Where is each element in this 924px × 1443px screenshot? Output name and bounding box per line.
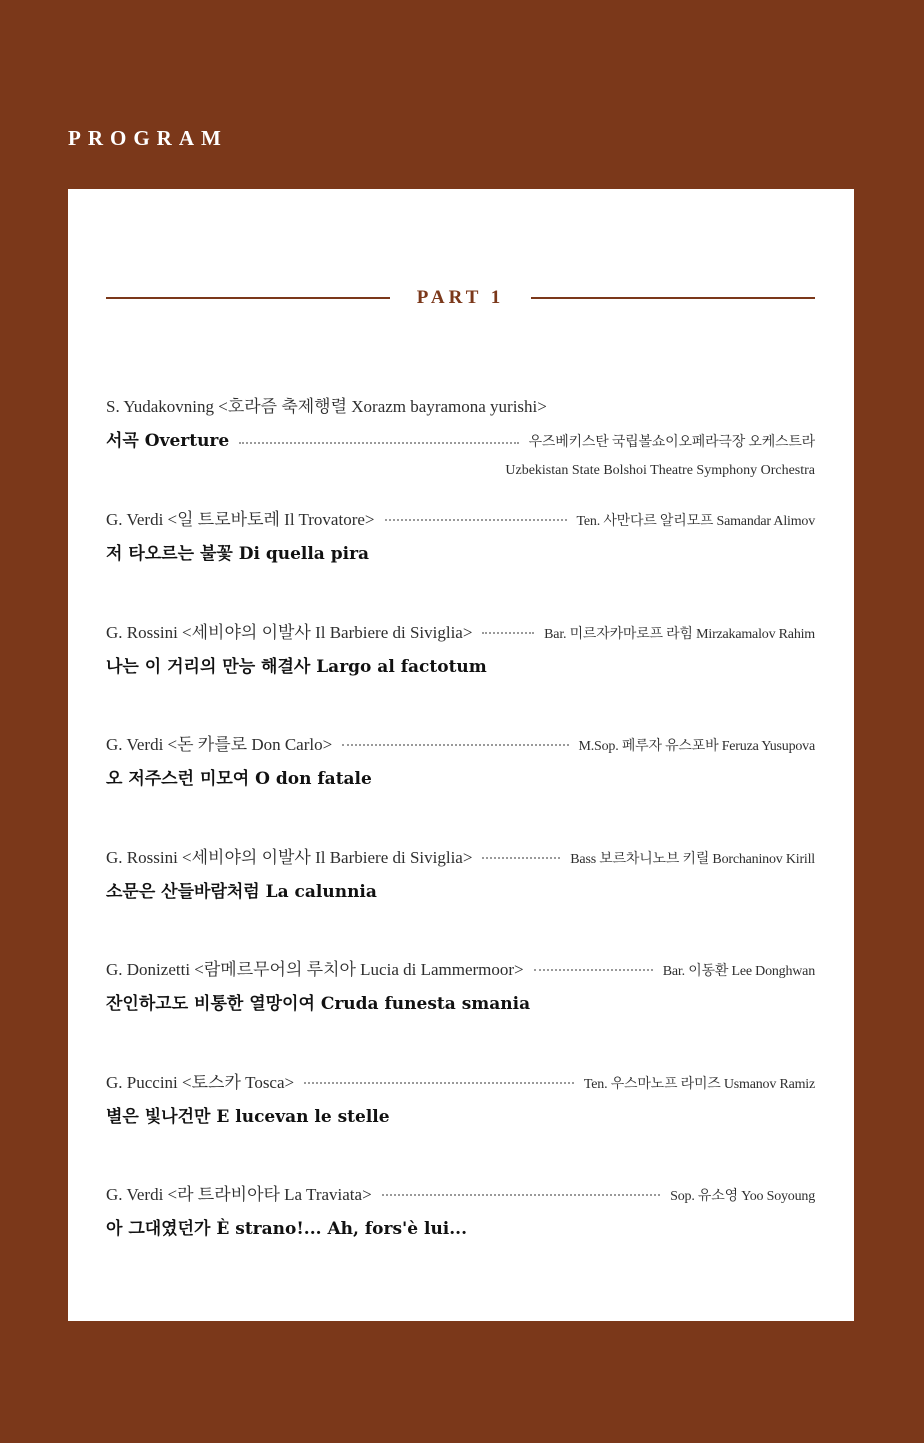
dotted-leader (239, 442, 518, 444)
program-entry (106, 618, 815, 679)
part-divider-left (106, 297, 390, 299)
program-entry-overture (106, 392, 815, 481)
entry-performer: 우즈베키스탄 국립볼쇼이오페라극장 오케스트라 (528, 435, 815, 450)
entry-work: G. Donizetti <람메르무어의 루치아 Lucia di Lammermoor> (106, 960, 524, 979)
entry-work: G. Verdi <돈 카를로 Don Carlo> (106, 735, 333, 754)
dotted-leader (534, 969, 653, 971)
entry-info-row (106, 1068, 815, 1094)
entry-aria: 오 저주스런 미모여 O don fatale (106, 769, 372, 789)
dotted-leader (385, 519, 567, 521)
entry-performer: M.Sop. 페루자 유스포바 Feruza Yusupova (578, 739, 815, 754)
entry-aria: 저 타오르는 불꽃 Di quella pira (106, 544, 370, 564)
entry-work: G. Rossini <세비야의 이발사 Il Barbiere di Siviglia> (106, 848, 473, 867)
entry-work: G. Verdi <일 트로바토레 Il Trovatore> (106, 510, 375, 529)
program-entry (106, 1180, 815, 1241)
entry-performer: Bar. 이동환 Lee Donghwan (662, 964, 815, 979)
dotted-leader (342, 744, 568, 746)
program-entry (106, 505, 815, 566)
entry-aria: 나는 이 거리의 만능 해결사 Largo al factotum (106, 657, 487, 677)
program-panel (68, 189, 854, 1321)
entry-aria: 소문은 산들바람처럼 La calunnia (106, 882, 377, 902)
entry-performer-english: Uzbekistan State Bolshoi Theatre Symphony Orchestra (505, 463, 815, 478)
program-entry (106, 843, 815, 904)
entry-aria: 아 그대였던가 È strano!... Ah, fors'è lui... (106, 1219, 468, 1239)
dotted-leader (482, 857, 560, 859)
dotted-leader (304, 1082, 574, 1084)
entry-aria: 별은 빛나건만 E lucevan le stelle (106, 1107, 390, 1127)
dotted-leader (382, 1194, 660, 1196)
entry-work: G. Verdi <라 트라비아타 La Traviata> (106, 1185, 372, 1204)
program-entry (106, 730, 815, 791)
part-divider-right (531, 297, 815, 299)
entry-aria: 서곡 Overture (106, 431, 230, 451)
entry-info-row (106, 392, 815, 418)
part-title: PART 1 (416, 287, 505, 308)
entry-performer: Sop. 유소영 Yoo Soyoung (670, 1189, 815, 1204)
entry-info-row (106, 843, 815, 869)
entry-performer: Bar. 미르자카마로프 라힘 Mirzakamalov Rahim (544, 627, 815, 642)
entry-work: G. Puccini <토스카 Tosca> (106, 1073, 295, 1092)
entry-info-row (106, 505, 815, 531)
program-entry (106, 1068, 815, 1129)
entry-aria-row (106, 429, 815, 453)
entry-aria: 잔인하고도 비통한 열망이여 Cruda funesta smania (106, 994, 531, 1014)
entry-info-row (106, 1180, 815, 1206)
entry-work: S. Yudakovning <호라즘 축제행렬 Xorazm bayramona yurishi> (106, 397, 547, 416)
entry-performer: Bass 보르차니노브 키릴 Borchaninov Kirill (570, 852, 815, 867)
dotted-leader (482, 632, 534, 634)
program-entry (106, 955, 815, 1016)
part-header (106, 285, 815, 311)
entry-work: G. Rossini <세비야의 이발사 Il Barbiere di Siviglia> (106, 623, 473, 642)
entry-info-row (106, 618, 815, 644)
program-heading: PROGRAM (68, 126, 228, 150)
entry-performer: Ten. 사만다르 알리모프 Samandar Alimov (576, 514, 815, 529)
entry-info-row (106, 955, 815, 981)
entry-info-row (106, 730, 815, 756)
entry-performer: Ten. 우스마노프 라미즈 Usmanov Ramiz (583, 1077, 815, 1092)
